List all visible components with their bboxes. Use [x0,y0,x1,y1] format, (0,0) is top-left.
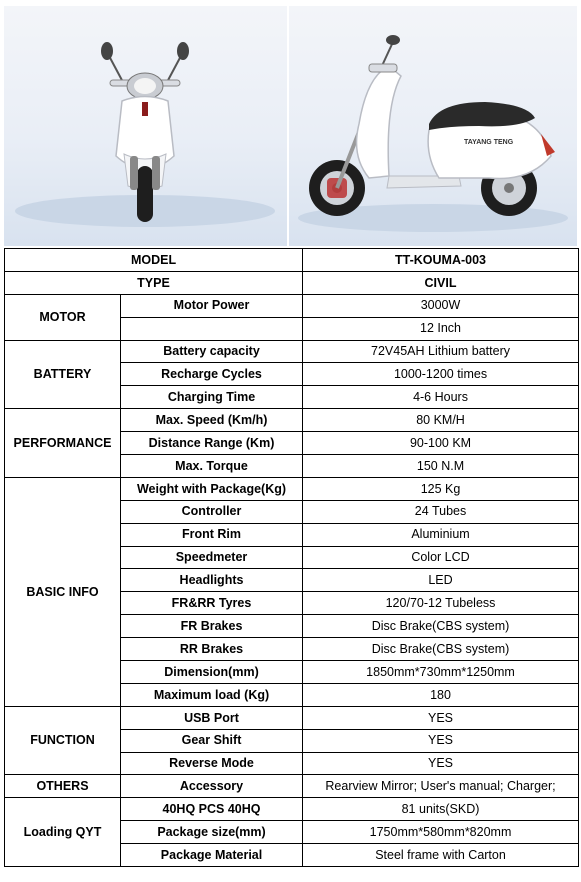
spec-value: 90-100 KM [303,432,579,455]
spec-value: 125 Kg [303,477,579,500]
table-row [5,706,579,729]
spec-value: 12 Inch [303,317,579,340]
spec-label: Package size(mm) [121,821,303,844]
spec-label: Controller [121,500,303,523]
spec-value: 24 Tubes [303,500,579,523]
spec-value: Disc Brake(CBS system) [303,615,579,638]
spec-label: Headlights [121,569,303,592]
spec-value: 81 units(SKD) [303,798,579,821]
spec-value: YES [303,752,579,775]
group-label: OTHERS [5,775,121,798]
group-label: PERFORMANCE [5,409,121,478]
spec-value: 1850mm*730mm*1250mm [303,661,579,684]
spec-label: 40HQ PCS 40HQ [121,798,303,821]
table-row [5,798,579,821]
type-value: CIVIL [303,271,579,294]
spec-label: Reverse Mode [121,752,303,775]
scooter-front-icon [4,6,287,246]
spec-label: Weight with Package(Kg) [121,477,303,500]
spec-value: Aluminium [303,523,579,546]
group-label: Loading QYT [5,798,121,867]
spec-value: 120/70-12 Tubeless [303,592,579,615]
spec-label: Accessory [121,775,303,798]
group-label: MOTOR [5,294,121,340]
group-label: FUNCTION [5,706,121,775]
spec-value: Rearview Mirror; User's manual; Charger; [303,775,579,798]
spec-label: USB Port [121,706,303,729]
spec-label: FR Brakes [121,615,303,638]
spec-value: 180 [303,683,579,706]
spec-label: Front Rim [121,523,303,546]
spec-value: LED [303,569,579,592]
product-photos [4,6,577,246]
spec-value: 80 KM/H [303,409,579,432]
spec-value: 150 N.M [303,455,579,478]
spec-label: Motor Power [121,294,303,317]
table-row [5,249,579,272]
spec-value: YES [303,729,579,752]
table-row [5,409,579,432]
spec-value: 4-6 Hours [303,386,579,409]
spec-value: 72V45AH Lithium battery [303,340,579,363]
spec-value: Color LCD [303,546,579,569]
spec-label: Max. Speed (Km/h) [121,409,303,432]
table-row [5,775,579,798]
spec-table-body [5,249,579,867]
scooter-side-icon [289,6,577,246]
spec-label: Gear Shift [121,729,303,752]
table-row [5,294,579,317]
spec-value: Disc Brake(CBS system) [303,638,579,661]
table-row [5,477,579,500]
spec-label: Maximum load (Kg) [121,683,303,706]
spec-value: 1000-1200 times [303,363,579,386]
spec-table [4,248,579,867]
model-value: TT-KOUMA-003 [303,249,579,272]
spec-label: Recharge Cycles [121,363,303,386]
model-label: MODEL [5,249,303,272]
spec-label: RR Brakes [121,638,303,661]
spec-label: Max. Torque [121,455,303,478]
type-label: TYPE [5,271,303,294]
table-row [5,340,579,363]
spec-label: Speedmeter [121,546,303,569]
group-label: BATTERY [5,340,121,409]
group-label: BASIC INFO [5,477,121,706]
brand-text: TAYANG TENG [464,139,514,146]
spec-label: Battery capacity [121,340,303,363]
table-row [5,271,579,294]
spec-value: YES [303,706,579,729]
spec-label: Package Material [121,844,303,867]
spec-label: Charging Time [121,386,303,409]
scooter-front-photo [4,6,287,246]
spec-label: Distance Range (Km) [121,432,303,455]
spec-value: Steel frame with Carton [303,844,579,867]
spec-label: FR&RR Tyres [121,592,303,615]
spec-label: Dimension(mm) [121,661,303,684]
spec-value: 3000W [303,294,579,317]
spec-label [121,317,303,340]
scooter-side-photo [289,6,577,246]
spec-value: 1750mm*580mm*820mm [303,821,579,844]
